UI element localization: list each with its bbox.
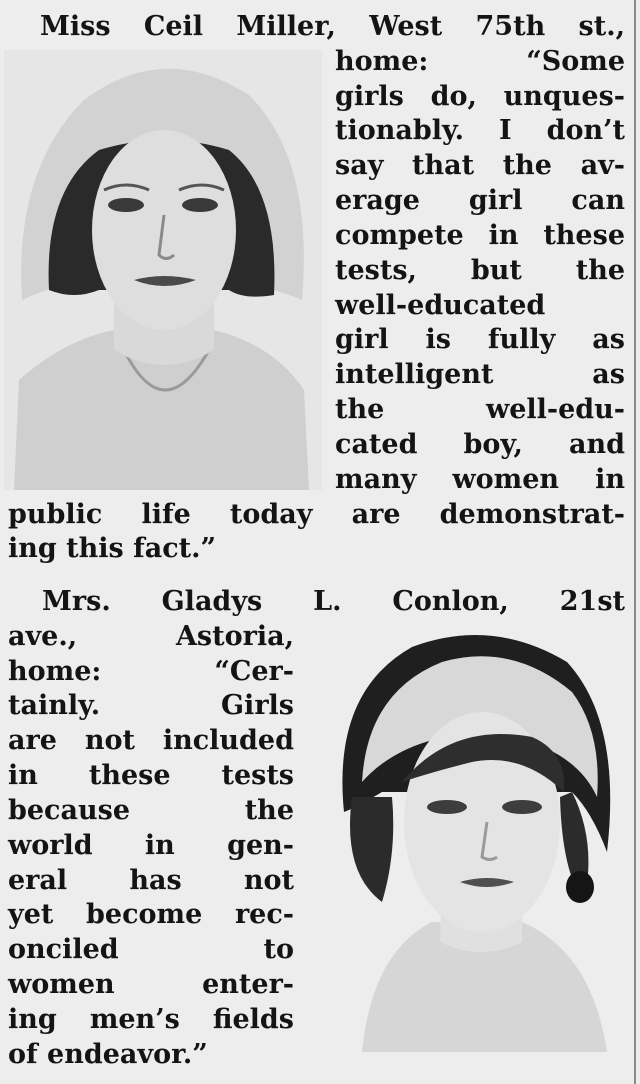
entry1-line-14: many women in [335, 464, 625, 495]
entry1-line-5: say that the av- [335, 150, 625, 181]
entry1-line-3: girls do, unques- [335, 81, 625, 112]
entry2-line-12: women enter- [8, 969, 294, 1000]
entry2-line-10: yet become rec- [8, 899, 294, 930]
entry1-line-7: compete in these [335, 220, 625, 251]
entry2-line-13: ing men’s fields [8, 1004, 294, 1035]
entry2-line-6: in these tests [8, 760, 294, 791]
entry2-line-8: world in gen- [8, 830, 294, 861]
entry2-line-7: because the [8, 795, 294, 826]
entry1-line-12: the well-edu- [335, 394, 625, 425]
entry1-line-11: intelligent as [335, 359, 625, 390]
entry2-line-3: home: “Cer- [8, 656, 294, 687]
entry1-line-16: ing this fact.” [8, 533, 217, 564]
entry1-line-2: home: “Some [335, 46, 625, 77]
entry2-line-11: onciled to [8, 934, 294, 965]
entry1-line-9: well-educated [335, 290, 546, 321]
entry2-line-14: of endeavor.” [8, 1039, 208, 1070]
portrait-photo-ceil-miller [4, 50, 322, 490]
column-rule [634, 0, 636, 1084]
entry1-line-8: tests, but the [335, 255, 625, 286]
entry2-line-2: ave., Astoria, [8, 621, 294, 652]
entry1-line-10: girl is fully as [335, 324, 625, 355]
portrait-photo-gladys-conlon [322, 622, 622, 1052]
entry1-line-4: tionably. I don’t [335, 115, 625, 146]
entry2-line-4: tainly. Girls [8, 690, 294, 721]
entry1-line-15: public life today are demonstrat- [8, 499, 625, 530]
entry1-line-13: cated boy, and [335, 429, 625, 460]
entry2-line-9: eral has not [8, 865, 294, 896]
entry2-line-1: Mrs. Gladys L. Conlon, 21st [42, 586, 625, 617]
entry1-line-6: erage girl can [335, 185, 625, 216]
entry1-line-1: Miss Ceil Miller, West 75th st., [40, 11, 625, 42]
entry2-line-5: are not included [8, 725, 294, 756]
